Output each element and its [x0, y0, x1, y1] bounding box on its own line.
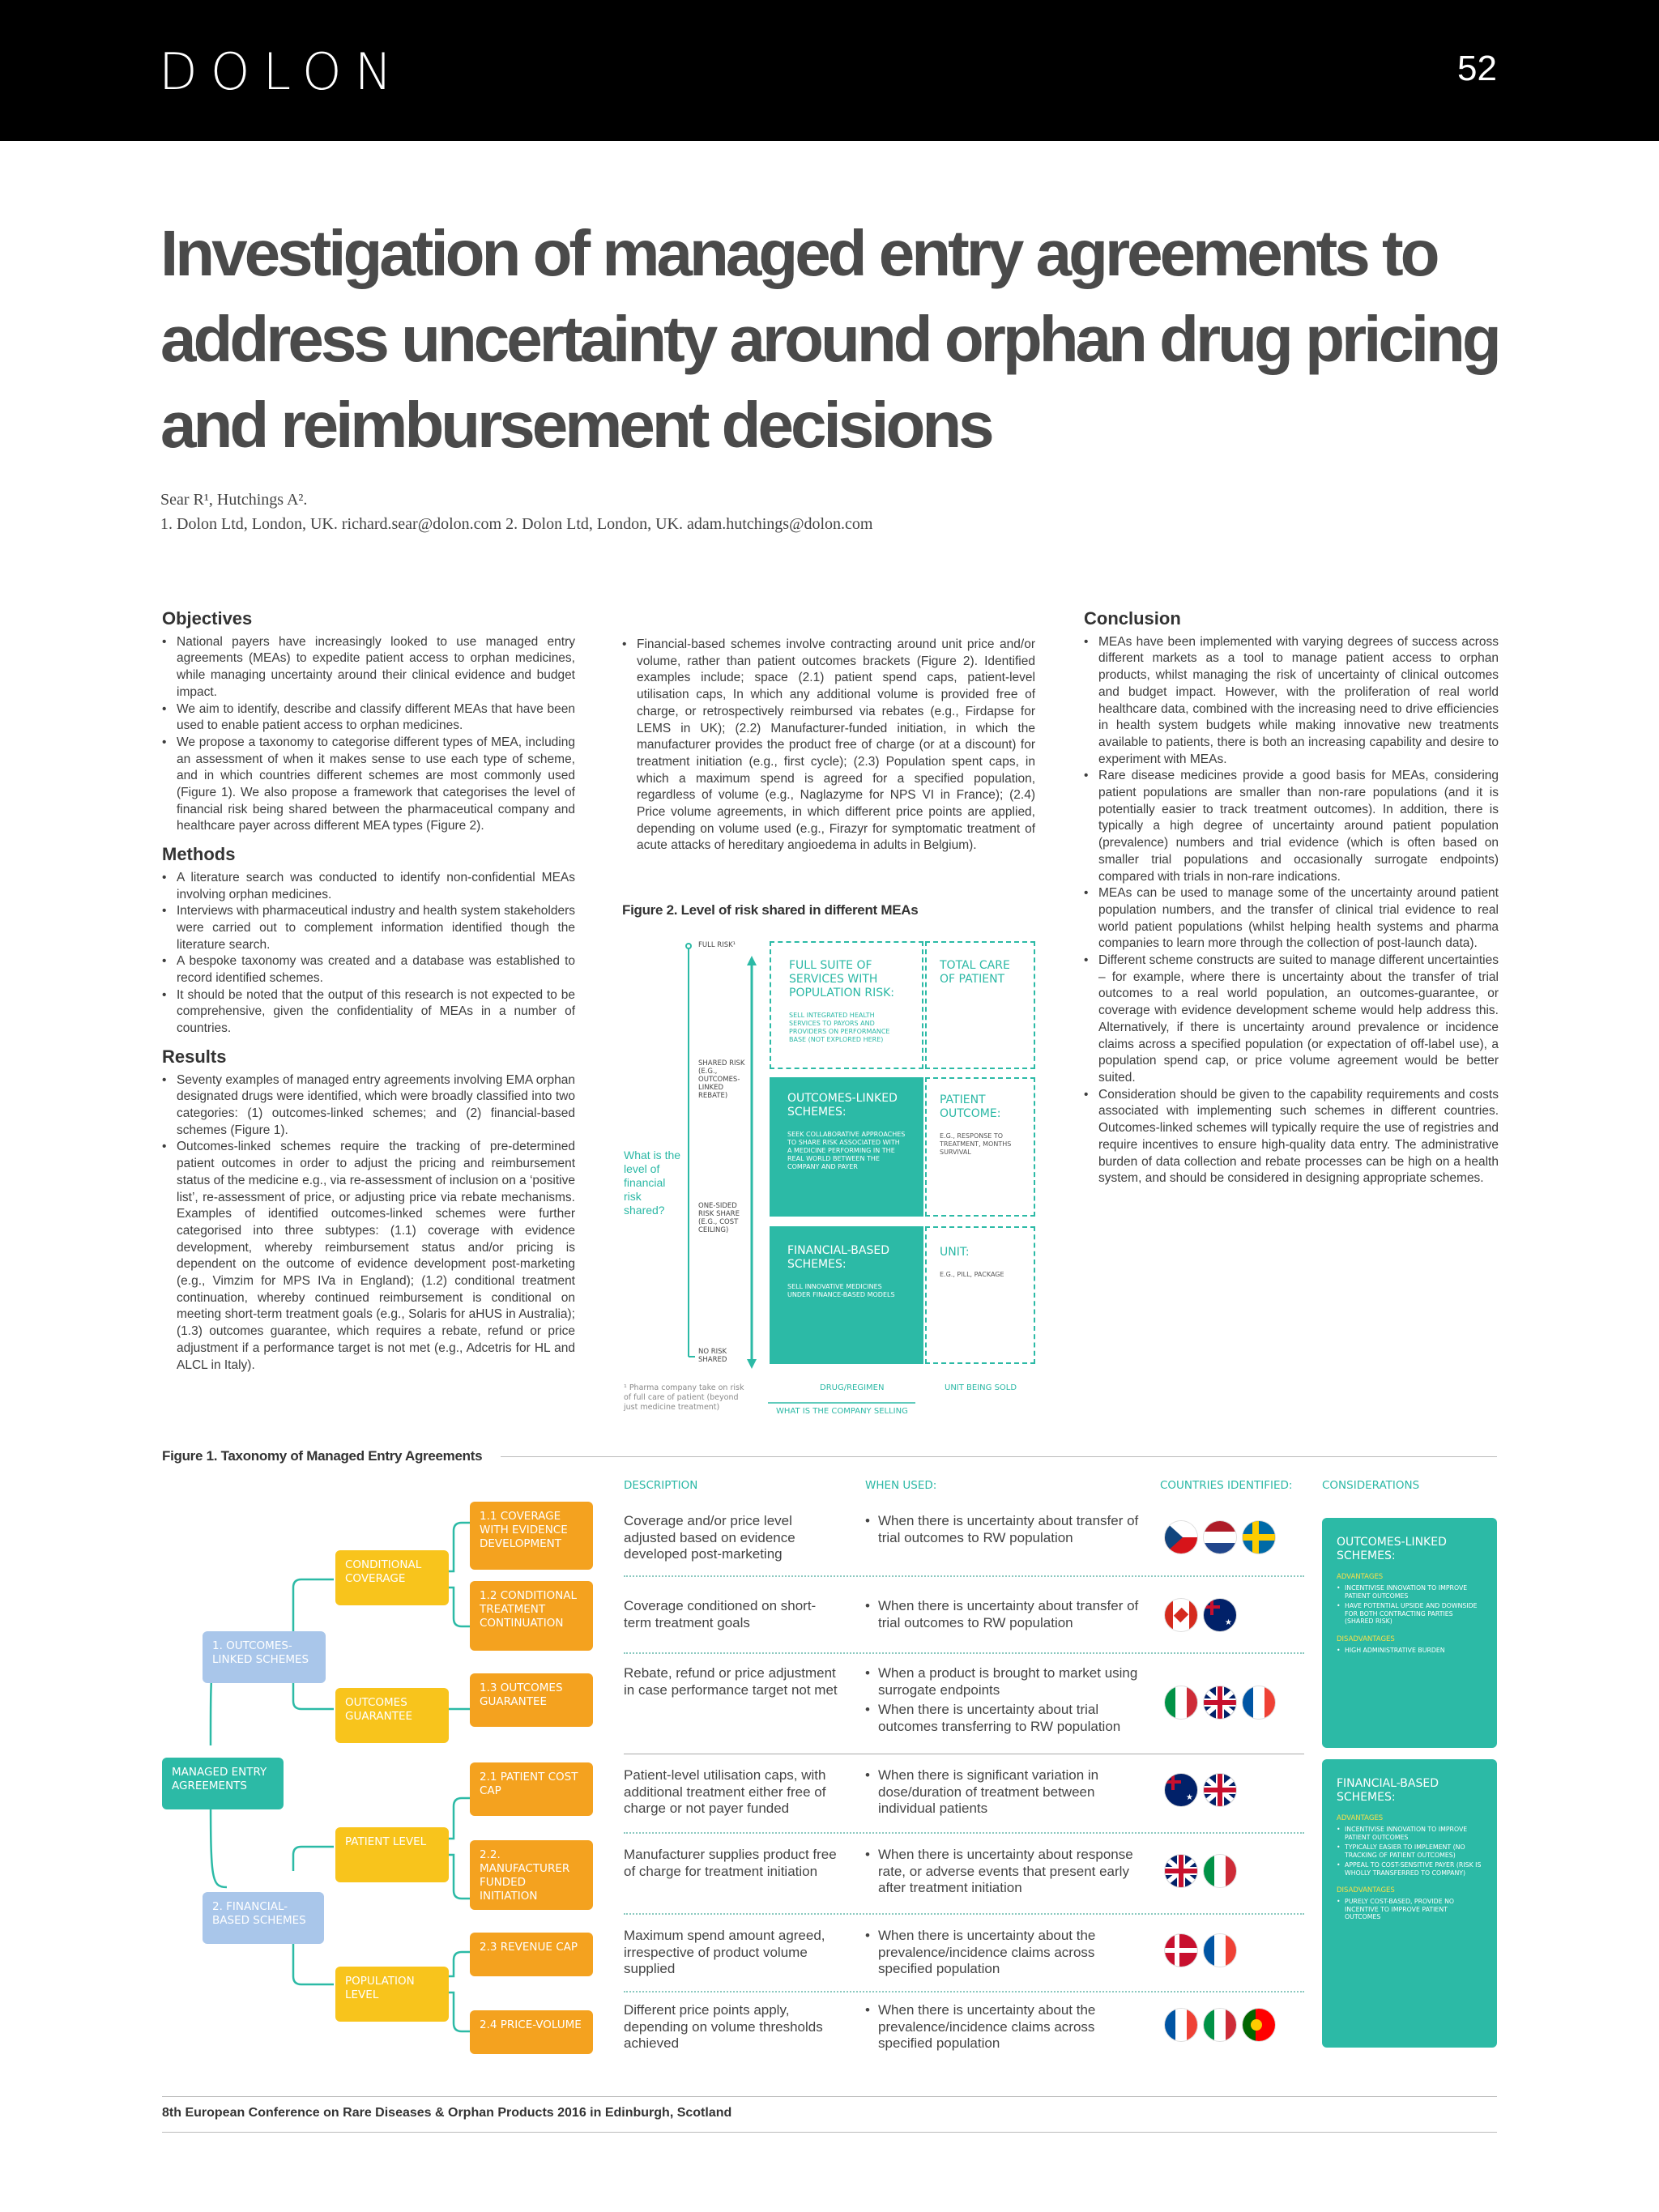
considerations-title: FINANCIAL-BASED SCHEMES:	[1337, 1777, 1439, 1804]
when-item: • When there is uncertainty about response rate, or adverse events that present early after treatment initiation	[865, 1847, 1141, 1897]
list-item: • Rare disease medicines provide a good basis for MEAs, considering patient populations are smaller than non-rare populations (and it is potentially easier to track treatment outcomes). In addition, there is typically a high degree of uncertainty around patient population (prevalence) numbers and trial evidence (which is often based on smaller trial populations and occasionally surrogate endpoints) compared with trials in non-rare indications.	[1084, 768, 1499, 885]
box-outcomes-linked	[770, 1077, 923, 1217]
list-item: • PURELY COST-BASED, PROVIDE NO INCENTIVE TO IMPROVE PATIENT OUTCOMES	[1337, 1898, 1482, 1921]
list-item: • TYPICALLY EASIER TO IMPLEMENT (NO TRACKING OF PATIENT OUTCOMES)	[1337, 1843, 1482, 1859]
results-list	[162, 1072, 575, 1375]
col-header-description: DESCRIPTION	[624, 1479, 698, 1492]
when-item: • When there is significant variation in dose/duration of treatment between individual patients	[865, 1767, 1141, 1818]
axis-question: What is the level of financial risk shared?	[624, 1149, 681, 1217]
node-2-3: 2.3 REVENUE CAP	[470, 1933, 593, 1976]
node-outcomes-linked: 1. OUTCOMES-LINKED SCHEMES	[203, 1631, 326, 1683]
france-flag-icon	[1243, 1686, 1275, 1719]
denmark-flag-icon	[1165, 1934, 1197, 1967]
box-title: FINANCIAL-BASED SCHEMES:	[787, 1244, 889, 1271]
row-desc-2-2: Manufacturer supplies product free of charge for treatment initiation	[624, 1847, 837, 1879]
row-separator	[624, 1991, 1304, 1993]
uk-flag-icon	[1165, 1855, 1197, 1887]
conclusion-list	[1084, 634, 1499, 1187]
list-item: • HIGH ADMINISTRATIVE BURDEN	[1337, 1647, 1482, 1655]
when-item: • When a product is brought to market using surrogate endpoints	[865, 1665, 1141, 1698]
node-2-2: 2.2. MANUFACTURER FUNDED INITIATION	[470, 1840, 593, 1910]
row-separator	[624, 1652, 1304, 1654]
list-item: • INCENTIVISE INNOVATION TO IMPROVE PATIENT OUTCOMES	[1337, 1584, 1482, 1600]
list-item: • We propose a taxonomy to categorise different types of MEA, including an assessment of when it makes sense to use each type of scheme, and in which countries different schemes are most commonly used (Figure 1). We also propose a framework that categorises the level of financial risk being shared between the pharmaceutical company and healthcare payer across different MEA types (Figure 2).	[162, 735, 575, 835]
disadvantages-label: DISADVANTAGES	[1337, 1886, 1395, 1894]
methods-heading: Methods	[162, 844, 236, 865]
list-item: • A bespoke taxonomy was created and a database was established to record identified schemes.	[162, 953, 575, 987]
box-subtitle: SEEK COLLABORATIVE APPROACHES TO SHARE RISK ASSOCIATED WITH A MEDICINE PERFORMING IN THE REAL WORLD BETWEEN THE COMPANY AND PAYER	[787, 1131, 906, 1170]
considerations-title: OUTCOMES-LINKED SCHEMES:	[1337, 1536, 1447, 1562]
when-item: • When there is uncertainty about trial outcomes transferring to RW population	[865, 1702, 1141, 1735]
box-title: FULL SUITE OF SERVICES WITH POPULATION RISK:	[789, 959, 895, 999]
row-desc-2-3: Maximum spend amount agreed, irrespective of product volume supplied	[624, 1928, 825, 1976]
row-when-2-3	[865, 1928, 1141, 1981]
italy-flag-icon	[1204, 2009, 1236, 2041]
canada-flag-icon	[1165, 1599, 1197, 1631]
box-subtitle: SELL INTEGRATED HEALTH SERVICES TO PAYORS AND PROVIDERS ON PERFORMANCE BASE (NOT EXPLORED HERE)	[789, 1012, 890, 1043]
disadvantages-list	[1337, 1647, 1482, 1655]
box-title: UNIT:	[940, 1246, 970, 1259]
authors-block	[160, 488, 872, 536]
flags-row-2-3	[1165, 1934, 1236, 1967]
row-desc-2-1: Patient-level utilisation caps, with additional treatment either free of charge or not payer funded	[624, 1767, 826, 1816]
list-item: • It should be noted that the output of this research is not expected to be comprehensive, given the confidentiality of MEAs in a number of countries.	[162, 987, 575, 1038]
row-separator	[624, 1913, 1304, 1915]
figure1-divider	[501, 1456, 1497, 1457]
objectives-heading: Objectives	[162, 608, 253, 629]
row-when-1-2	[865, 1598, 1141, 1634]
box-patient-outcome	[925, 1077, 1035, 1217]
advantages-list	[1337, 1826, 1482, 1877]
author-affiliations: 1. Dolon Ltd, London, UK. richard.sear@dolon.com 2. Dolon Ltd, London, UK. adam.hutchings@dolon.com	[160, 515, 873, 533]
node-conditional-coverage: CONDITIONAL COVERAGE	[335, 1550, 449, 1605]
dolon-logo: DOLON	[159, 42, 406, 101]
flags-row-2-2	[1165, 1855, 1236, 1887]
portugal-flag-icon	[1243, 2009, 1275, 2041]
row-separator	[624, 1575, 1304, 1577]
uk-flag-icon	[1204, 1686, 1236, 1719]
when-item: • When there is uncertainty about the prevalence/incidence claims across specified population	[865, 2002, 1141, 2052]
box-subtitle: SELL INNOVATIVE MEDICINES UNDER FINANCE-BASED MODELS	[787, 1283, 895, 1298]
box-title: OUTCOMES-LINKED SCHEMES:	[787, 1092, 898, 1119]
results-heading: Results	[162, 1046, 227, 1067]
france-flag-icon	[1204, 1934, 1236, 1967]
column-middle	[622, 637, 1035, 855]
disadvantages-label: DISADVANTAGES	[1337, 1634, 1395, 1643]
axis-label-shared-risk: SHARED RISK (E.G., OUTCOMES-LINKED REBATE)	[698, 1059, 745, 1100]
row-when-1-3	[865, 1665, 1141, 1738]
node-2-1: 2.1 PATIENT COST CAP	[470, 1762, 593, 1816]
axis-label-full-risk: FULL RISK¹	[698, 941, 736, 949]
methods-list	[162, 870, 575, 1038]
xlabel-unit: UNIT BEING SOLD	[945, 1383, 1017, 1392]
list-item: • Consideration should be given to the capability requirements and costs associated with implementing such schemes in different countries. Outcomes-linked schemes will typically require the use of registries and require incentives to ensure high-quality data entry. The administrative burden of data collection and rebate processes can be high on a health system, and should be considered in designing appropriate schemes.	[1084, 1087, 1499, 1187]
node-1-2: 1.2 CONDITIONAL TREATMENT CONTINUATION	[470, 1581, 593, 1651]
when-item: • When there is uncertainty about the prevalence/incidence claims across specified population	[865, 1928, 1141, 1978]
node-managed-entry: MANAGED ENTRY AGREEMENTS	[162, 1758, 284, 1809]
figure2-title: Figure 2. Level of risk shared in different MEAs	[622, 902, 919, 918]
list-item: • Seventy examples of managed entry agreements involving EMA orphan designated drugs were identified, which were broadly classified into two categories: (1) outcomes-linked schemes; and (2) financial-based schemes (Figure 1).	[162, 1072, 575, 1140]
row-when-2-2	[865, 1847, 1141, 1900]
page-number: 52	[1457, 49, 1497, 88]
col-header-countries: COUNTRIES IDENTIFIED:	[1160, 1479, 1293, 1492]
footer-text: 8th European Conference on Rare Diseases & Orphan Products 2016 in Edinburgh, Scotland	[162, 2106, 732, 2120]
xlabel-drug: DRUG/REGIMEN	[820, 1383, 885, 1392]
australia-flag-icon: ★	[1204, 1599, 1236, 1631]
col-header-when: WHEN USED:	[865, 1479, 937, 1492]
sweden-flag-icon	[1243, 1521, 1275, 1554]
list-item: • National payers have increasingly looked to use managed entry agreements (MEAs) to expedite patient access to orphan medicines, while managing uncertainty around their clinical evidence and budget impact.	[162, 634, 575, 701]
flags-row-1-3	[1165, 1686, 1275, 1719]
figure1-title: Figure 1. Taxonomy of Managed Entry Agreements	[162, 1448, 483, 1464]
row-desc-1-3: Rebate, refund or price adjustment in case performance target not met	[624, 1665, 838, 1698]
objectives-list	[162, 634, 575, 835]
author-names: Sear R¹, Hutchings A².	[160, 491, 308, 509]
box-full-suite	[770, 941, 923, 1069]
row-desc-1-1: Coverage and/or price level adjusted based on evidence developed post-marketing	[624, 1513, 795, 1562]
row-desc-2-4: Different price points apply, depending on volume thresholds achieved	[624, 2002, 823, 2051]
flags-row-1-2	[1165, 1599, 1236, 1631]
node-population-level: POPULATION LEVEL	[335, 1967, 449, 2022]
list-item: • INCENTIVISE INNOVATION TO IMPROVE PATIENT OUTCOMES	[1337, 1826, 1482, 1841]
axis-label-one-sided: ONE-SIDED RISK SHARE (E.G., COST CEILING)	[698, 1202, 740, 1234]
list-item: • We aim to identify, describe and classify different MEAs that have been used to enable patient access to orphan medicines.	[162, 701, 575, 735]
advantages-label: ADVANTAGES	[1337, 1573, 1384, 1581]
box-unit	[925, 1226, 1035, 1364]
node-1-1: 1.1 COVERAGE WITH EVIDENCE DEVELOPMENT	[470, 1502, 593, 1570]
row-when-2-4	[865, 2002, 1141, 2056]
advantages-list	[1337, 1584, 1482, 1626]
col-header-considerations: CONSIDERATIONS	[1322, 1479, 1420, 1492]
row-when-1-1	[865, 1513, 1141, 1549]
when-item: • When there is uncertainty about transfer of trial outcomes to RW population	[865, 1513, 1141, 1546]
figure2-footnote: ¹ Pharma company take on risk of full care of patient (beyond just medicine treatment)	[624, 1383, 744, 1412]
list-item: • MEAs can be used to manage some of the uncertainty around patient population numbers, and the transfer of clinical trial evidence to real world patient populations (whilst helping health systems and pharma companies to learn more through the collection of post-launch data).	[1084, 885, 1499, 953]
header-bar	[0, 0, 1659, 141]
footer-rule-top	[162, 2096, 1497, 2097]
column-right	[1084, 606, 1499, 1187]
list-item: • Financial-based schemes involve contracting around unit price and/or volume, rather than patient outcomes brackets (Figure 2). Identified examples include; space (2.1) patient spend caps, patient-level utilisation caps, In which any additional volume is provided free of charge, or retrospectively reimbursed via rebates (e.g., Firdapse for LEMS in UK); (2.2) Manufacturer-funded initiation, in which the manufacturer provides the product free of charge (or at a discount) for treatment initiation (e.g., first cycle); (2.3) Population spent caps, in which a maximum spend is agreed for a specified population, regardless of volume (e.g., Naglazyme for NPS VI in France); (2.4) Price volume agreements, in which different price points are applied, depending on volume used (e.g., Firazyr for symptomatic treatment of acute attacks of hereditary angioedema in adults in Belgium).	[622, 637, 1035, 855]
node-2-4: 2.4 PRICE-VOLUME	[470, 2010, 593, 2054]
node-financial-based: 2. FINANCIAL-BASED SCHEMES	[203, 1892, 324, 1944]
considerations-outcomes	[1322, 1518, 1497, 1748]
footer-rule-bottom	[162, 2132, 1497, 2133]
flags-row-2-1	[1165, 1774, 1236, 1806]
list-item: • MEAs have been implemented with varying degrees of success across different markets as a tool to manage patient access to orphan products, whilst managing the risk of uncertainty of clinical outcomes and budget impact. However, with the proliferation of real world healthcare data, combined with the increasing need to drive efficiencies in health system budgets while making innovative new treatments available to patients, there is both an increasing capability and desire to experiment with MEAs.	[1084, 634, 1499, 769]
flags-row-2-4	[1165, 2009, 1275, 2041]
list-item: • Outcomes-linked schemes require the tracking of pre-determined patient outcomes in order to adjust the pricing and reimbursement status of the medicine e.g., via re-assessment of inclusion on a ‘positive list’, re-assessment of price, or adjusting price via rebate mechanisms. Examples of identified outcomes-linked schemes were further categorised into three subtypes: (1.1) coverage with evidence development, whereby reimbursement status and/or pricing is dependent on the outcome of evidence development post-marketing (e.g., Vimzim for MPS IVa in England); (1.2) conditional treatment continuation, whereby continued reimbursement is conditional on meeting short-term treatment goals (e.g., Solaris for aHUS in Australia); (1.3) outcomes guarantee, which requires a rebate, refund or price adjustment if a performance target is not met (e.g., Adcetris for HL and ALCL in Italy).	[162, 1139, 575, 1374]
list-item: • A literature search was conducted to identify non-confidential MEAs involving orphan medicines.	[162, 870, 575, 903]
australia-flag-icon: ★	[1165, 1774, 1197, 1806]
italy-flag-icon	[1204, 1855, 1236, 1887]
disadvantages-list	[1337, 1898, 1482, 1921]
conclusion-heading: Conclusion	[1084, 608, 1181, 629]
xlabel-what: WHAT IS THE COMPANY SELLING	[776, 1407, 908, 1416]
box-financial-based	[770, 1226, 923, 1364]
czech-flag-icon	[1165, 1521, 1197, 1554]
when-item: • When there is uncertainty about transfer of trial outcomes to RW population	[865, 1598, 1141, 1631]
box-total-care	[925, 941, 1035, 1069]
page-title: Investigation of managed entry agreements to address uncertainty around orphan drug pricing and reimbursement decisions	[160, 217, 1499, 461]
row-desc-1-2: Coverage conditioned on short-term treatment goals	[624, 1598, 817, 1630]
box-title: PATIENT OUTCOME:	[940, 1093, 1001, 1120]
list-item: • Interviews with pharmaceutical industry and health system stakeholders were carried out to complement information identified though the literature search.	[162, 903, 575, 953]
france-flag-icon	[1165, 2009, 1197, 2041]
node-1-3: 1.3 OUTCOMES GUARANTEE	[470, 1673, 593, 1727]
list-item: • Different scheme constructs are suited to manage different uncertainties – for example, where there is uncertainty about the transfer of trial outcomes to a real world population, an outcomes-guarantee, or coverage with evidence development scheme would help address this. Alternatively, if there is uncertainty around prevalence or incidence claims across a specified population (or expectation of off-label use), a population spend cap, or price volume agreement would be better suited.	[1084, 953, 1499, 1087]
advantages-label: ADVANTAGES	[1337, 1814, 1384, 1822]
column-left	[162, 606, 575, 1374]
row-when-2-1	[865, 1767, 1141, 1821]
box-title: TOTAL CARE OF PATIENT	[940, 959, 1010, 986]
node-patient-level: PATIENT LEVEL	[335, 1827, 449, 1882]
node-outcomes-guarantee: OUTCOMES GUARANTEE	[335, 1688, 449, 1743]
row-separator	[624, 1832, 1304, 1834]
italy-flag-icon	[1165, 1686, 1197, 1719]
axis-label-no-risk: NO RISK SHARED	[698, 1348, 727, 1364]
considerations-financial	[1322, 1759, 1497, 2048]
flags-row-1-1	[1165, 1521, 1275, 1554]
uk-flag-icon	[1204, 1774, 1236, 1806]
box-subtitle: E.G., PILL, PACKAGE	[940, 1271, 1004, 1278]
results-list-continued	[622, 637, 1035, 855]
box-subtitle: E.G., RESPONSE TO TREATMENT, MONTHS SURVIVAL	[940, 1132, 1012, 1156]
list-item: • APPEAL TO COST-SENSITIVE PAYER (RISK IS WHOLLY TRANSFERRED TO COMPANY)	[1337, 1861, 1482, 1877]
netherlands-flag-icon	[1204, 1521, 1236, 1554]
list-item: • HAVE POTENTIAL UPSIDE AND DOWNSIDE FOR BOTH CONTRACTING PARTIES (SHARED RISK)	[1337, 1602, 1482, 1626]
